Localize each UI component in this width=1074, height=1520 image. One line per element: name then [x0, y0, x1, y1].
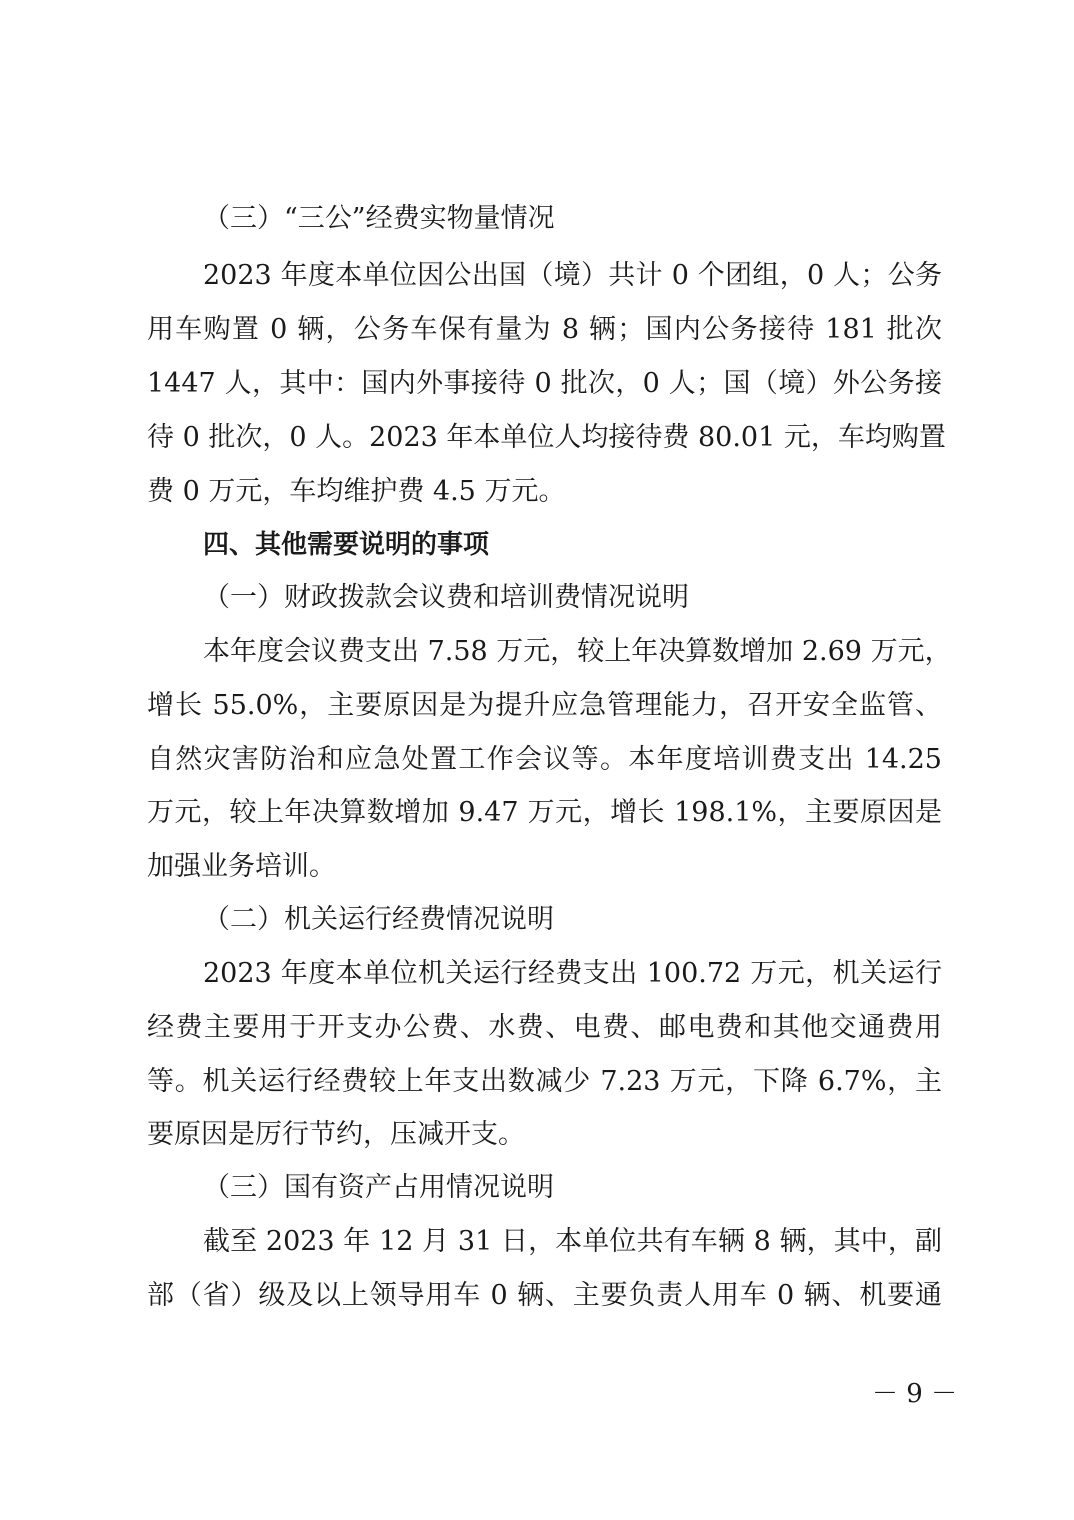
- part-4-heading: 四、其他需要说明的事项: [203, 530, 490, 560]
- paragraph-line: 本年度会议费支出 7.58 万元，较上年决算数增加 2.69 万元，: [203, 636, 952, 667]
- paragraph-line: 要原因是厉行节约，压减开支。: [147, 1119, 525, 1150]
- paragraph-line: 费 0 万元，车均维护费 4.5 万元。: [147, 476, 566, 507]
- paragraph-line: 经费主要用于开支办公费、水费、电费、邮电费和其他交通费用: [147, 1012, 942, 1043]
- paragraph-line: 自然灾害防治和应急处置工作会议等。本年度培训费支出 14.25: [147, 744, 942, 775]
- page-number: － 9 －: [872, 1379, 958, 1409]
- subsection-2-heading: （二）机关运行经费情况说明: [203, 904, 554, 935]
- paragraph-line: 万元，较上年决算数增加 9.47 万元，增长 198.1%，主要原因是: [147, 797, 942, 828]
- paragraph-line: 2023 年度本单位机关运行经费支出 100.72 万元，机关运行: [203, 958, 942, 989]
- paragraph-line: 增长 55.0%，主要原因是为提升应急管理能力，召开安全监管、: [147, 690, 942, 721]
- paragraph-line: 截至 2023 年 12 月 31 日，本单位共有车辆 8 辆，其中，副: [203, 1226, 942, 1257]
- paragraph-line: 2023 年度本单位因公出国（境）共计 0 个团组，0 人；公务: [203, 260, 942, 291]
- subsection-3-heading: （三）国有资产占用情况说明: [203, 1172, 554, 1203]
- paragraph-line: 待 0 批次，0 人。2023 年本单位人均接待费 80.01 元，车均购置: [147, 422, 946, 453]
- section-3-heading: （三）“三公”经费实物量情况: [203, 203, 555, 234]
- paragraph-line: 部（省）级及以上领导用车 0 辆、主要负责人用车 0 辆、机要通: [147, 1280, 942, 1311]
- paragraph-line: 加强业务培训。: [147, 851, 336, 882]
- subsection-1-heading: （一）财政拨款会议费和培训费情况说明: [203, 582, 689, 613]
- paragraph-line: 用车购置 0 辆，公务车保有量为 8 辆；国内公务接待 181 批次: [147, 314, 942, 345]
- paragraph-line: 等。机关运行经费较上年支出数减少 7.23 万元，下降 6.7%，主: [147, 1066, 942, 1097]
- paragraph-line: 1447 人，其中：国内外事接待 0 批次，0 人；国（境）外公务接: [147, 368, 942, 399]
